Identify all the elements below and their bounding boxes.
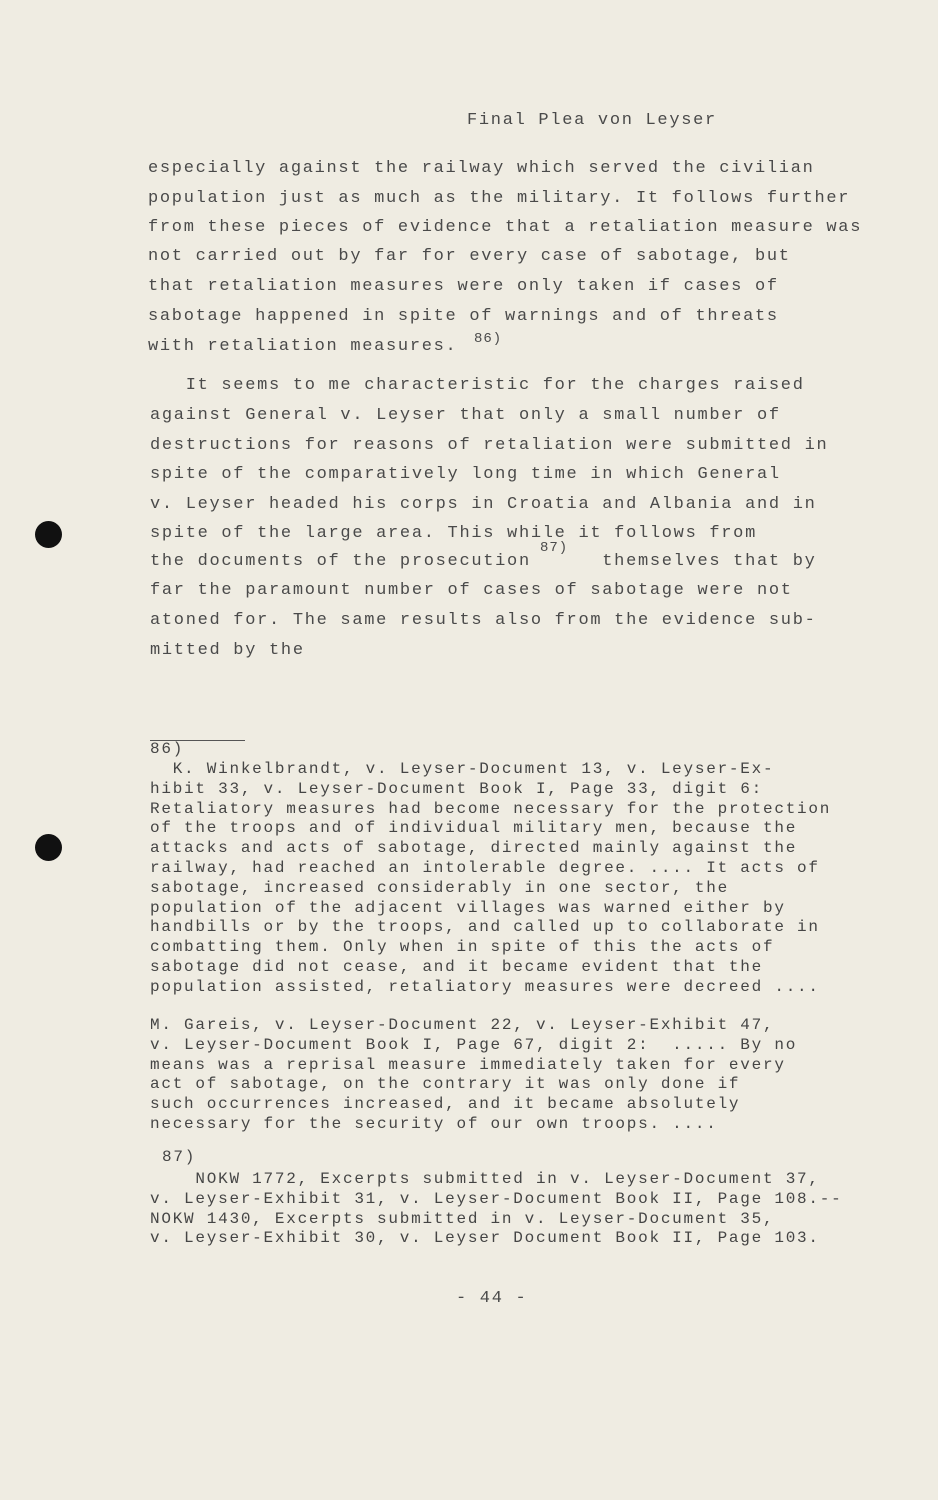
footnote-ref-86: 86) [474, 331, 503, 347]
text-line: sabotage happened in spite of warnings and of threats [148, 307, 779, 326]
text-line: population assisted, retaliatory measures were decreed .... [150, 978, 820, 996]
text-line: atoned for. The same results also from the evidence sub- [150, 611, 817, 630]
text-line: with retaliation measures. [148, 337, 458, 356]
text-line: spite of the comparatively long time in which General [150, 465, 781, 484]
text-line: M. Gareis, v. Leyser-Document 22, v. Leyser-Exhibit 47, [150, 1016, 775, 1034]
text-line: NOKW 1430, Excerpts submitted in v. Leyser-Document 35, [150, 1210, 775, 1228]
punch-hole [35, 834, 62, 861]
text-line: NOKW 1772, Excerpts submitted in v. Leyser-Document 37, [150, 1170, 820, 1188]
page-number: - 44 - [456, 1289, 528, 1308]
text-line: mitted by the [150, 641, 305, 660]
text-line: not carried out by far for every case of sabotage, but [148, 247, 791, 266]
footnote-label-87: 87) [162, 1148, 197, 1166]
text-line: population of the adjacent villages was warned either by [150, 899, 786, 917]
text-line: v. Leyser-Exhibit 31, v. Leyser-Document Book II, Page 108.-- [150, 1190, 843, 1208]
text-line: attacks and acts of sabotage, directed mainly against the [150, 839, 798, 857]
footnote-ref-87: 87) [540, 540, 569, 556]
text-line: against General v. Leyser that only a small number of [150, 406, 781, 425]
text-line: railway, had reached an intolerable degree. .... It acts of [150, 859, 820, 877]
text-line: v. Leyser-Exhibit 30, v. Leyser Document Book II, Page 103. [150, 1229, 820, 1247]
page-header: Final Plea von Leyser [467, 111, 717, 130]
text-line: act of sabotage, on the contrary it was only done if [150, 1075, 741, 1093]
text-line: means was a reprisal measure immediately taken for every [150, 1056, 786, 1074]
text-line: especially against the railway which served the civilian [148, 159, 815, 178]
text-line: spite of the large area. This while it follows from [150, 524, 757, 543]
text-line: from these pieces of evidence that a retaliation measure was [148, 218, 863, 237]
text-line: v. Leyser-Document Book I, Page 67, digit 2: ..... By no [150, 1036, 798, 1054]
text-line: combatting them. Only when in spite of this the acts of [150, 938, 775, 956]
punch-hole [35, 521, 62, 548]
text-line: that retaliation measures were only taken if cases of [148, 277, 779, 296]
text-line: far the paramount number of cases of sabotage were not [150, 581, 793, 600]
text-line: sabotage, increased considerably in one sector, the [150, 879, 729, 897]
text-line: Retaliatory measures had become necessary for the protection [150, 800, 832, 818]
text-line: handbills or by the troops, and called up to collaborate in [150, 918, 820, 936]
text-line: hibit 33, v. Leyser-Document Book I, Page 33, digit 6: [150, 780, 763, 798]
text-line: destructions for reasons of retaliation were submitted in [150, 436, 829, 455]
text-line: of the troops and of individual military men, because the [150, 819, 798, 837]
text-line: sabotage did not cease, and it became evident that the [150, 958, 763, 976]
footnote-label-86: 86) [150, 740, 185, 758]
text-line: the documents of the prosecution themselves that by [150, 552, 817, 571]
text-line: necessary for the security of our own troops. .... [150, 1115, 718, 1133]
text-line: population just as much as the military. It follows further [148, 189, 851, 208]
text-line: v. Leyser headed his corps in Croatia and Albania and in [150, 495, 817, 514]
text-line: It seems to me characteristic for the charges raised [150, 376, 805, 395]
text-line: such occurrences increased, and it became absolutely [150, 1095, 741, 1113]
text-line: K. Winkelbrandt, v. Leyser-Document 13, v. Leyser-Ex- [150, 760, 775, 778]
